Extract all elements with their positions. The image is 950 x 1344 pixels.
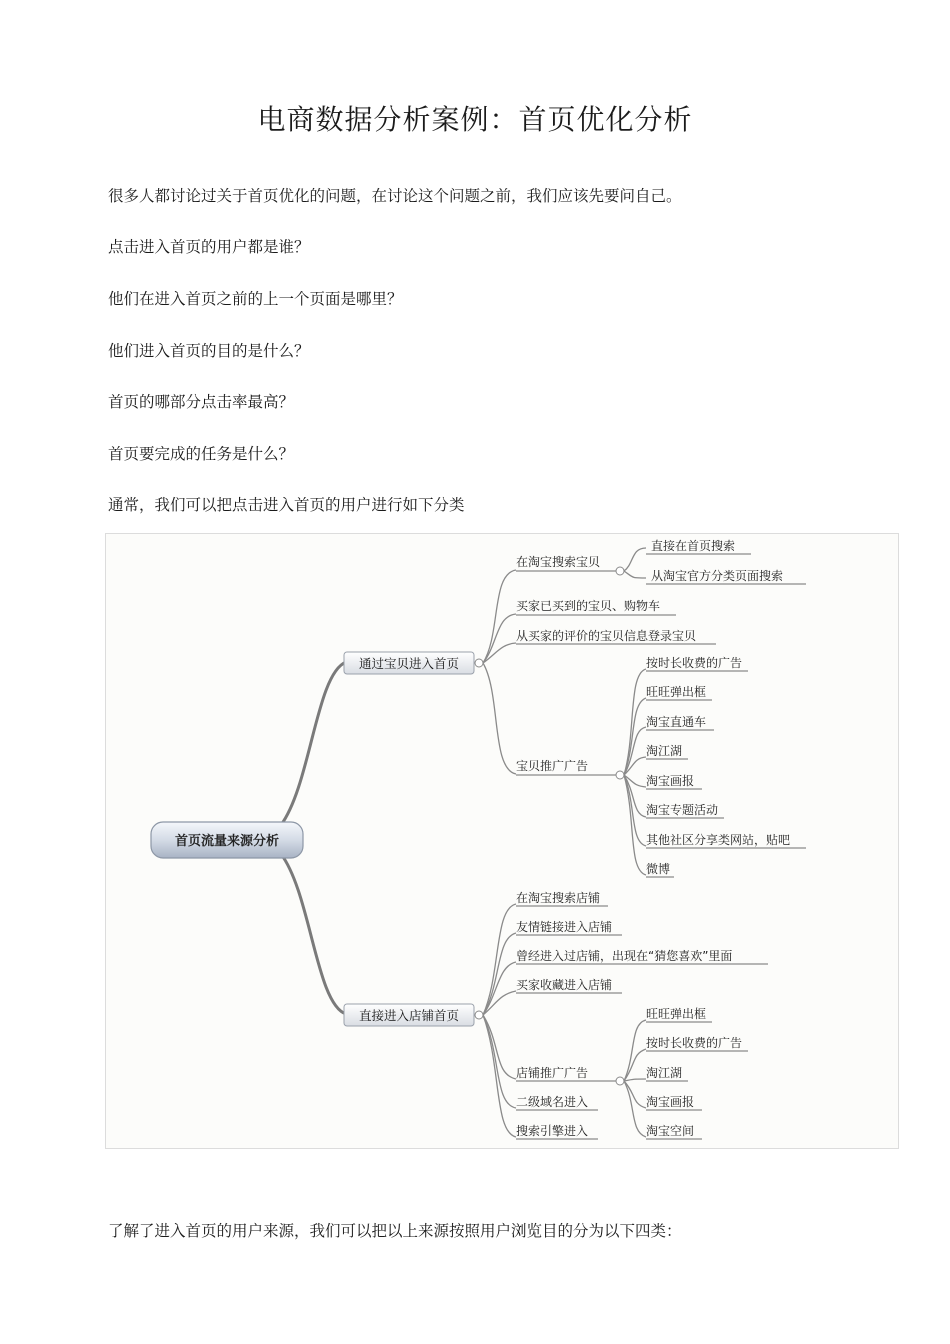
mindmap-leaf: 淘宝直通车: [646, 715, 707, 729]
mindmap-leaf: 旺旺弹出框: [646, 685, 707, 699]
mindmap-root-label: 首页流量来源分析: [174, 834, 280, 849]
mindmap-leaf: 旺旺弹出框: [646, 1007, 707, 1021]
mindmap-branch-label: 直接进入店铺首页: [358, 1008, 460, 1023]
mindmap-branch-node: [344, 1004, 483, 1026]
mindmap-node: 曾经进入过店铺，出现在“猜您喜欢”里面: [516, 949, 733, 963]
mindmap-root-node: [151, 822, 303, 858]
mindmap-node: 友情链接进入店铺: [516, 920, 613, 934]
mindmap-node: 二级域名进入: [516, 1095, 589, 1109]
mindmap-leaf: 直接在首页搜索: [651, 539, 736, 553]
mindmap-branch-label: 通过宝贝进入首页: [358, 656, 460, 671]
mindmap-leaf: 淘宝专题活动: [646, 803, 719, 817]
mindmap-leaf: 淘江湖: [646, 1066, 683, 1080]
closing-paragraph: 了解了进入首页的用户来源，我们可以把以上来源按照用户浏览目的分为以下四类：: [108, 1222, 682, 1240]
mindmap-leaf: 按时长收费的广告: [646, 656, 743, 670]
mindmap-leaf: 淘江湖: [646, 744, 683, 758]
question-task: 首页要完成的任务是什么？: [108, 445, 295, 463]
question-purpose: 他们进入首页的目的是什么？: [108, 342, 310, 360]
question-who: 点击进入首页的用户都是谁？: [108, 238, 310, 256]
mindmap-node-review: 从买家的评价的宝贝信息登录宝贝: [516, 629, 697, 643]
mindmap-leaf: 淘宝空间: [646, 1124, 695, 1138]
mindmap-node: 买家收藏进入店铺: [516, 978, 613, 992]
mindmap-leaf: 从淘宝官方分类页面搜索: [651, 569, 784, 583]
mindmap-node-search-item: 在淘宝搜索宝贝: [516, 555, 601, 569]
mindmap-leaf: 淘宝画报: [646, 1095, 695, 1109]
page-title: 电商数据分析案例：首页优化分析: [257, 103, 693, 136]
mindmap-branch-node: [344, 652, 483, 674]
mindmap-diagram: [106, 534, 898, 1148]
question-previous-page: 他们在进入首页之前的上一个页面是哪里？: [108, 290, 403, 308]
mindmap-leaf: 其他社区分享类网站，贴吧: [646, 833, 791, 847]
mindmap-node-item-ads: 宝贝推广广告: [516, 759, 589, 773]
mindmap-node-shop-ads: 店铺推广广告: [516, 1066, 589, 1080]
classification-intro: 通常，我们可以把点击进入首页的用户进行如下分类: [108, 496, 465, 514]
mindmap-leaf: 微博: [646, 862, 671, 876]
intro-paragraph: 很多人都讨论过关于首页优化的问题，在讨论这个问题之前，我们应该先要问自己。: [108, 187, 682, 205]
question-click-rate: 首页的哪部分点击率最高？: [108, 393, 295, 411]
mindmap-leaf: 按时长收费的广告: [646, 1036, 743, 1050]
mindmap-node-purchased: 买家已买到的宝贝、购物车: [516, 599, 661, 613]
mindmap-leaf: 淘宝画报: [646, 774, 695, 788]
mindmap-figure: [105, 533, 899, 1149]
mindmap-node: 在淘宝搜索店铺: [516, 891, 601, 905]
mindmap-node: 搜索引擎进入: [516, 1124, 589, 1138]
